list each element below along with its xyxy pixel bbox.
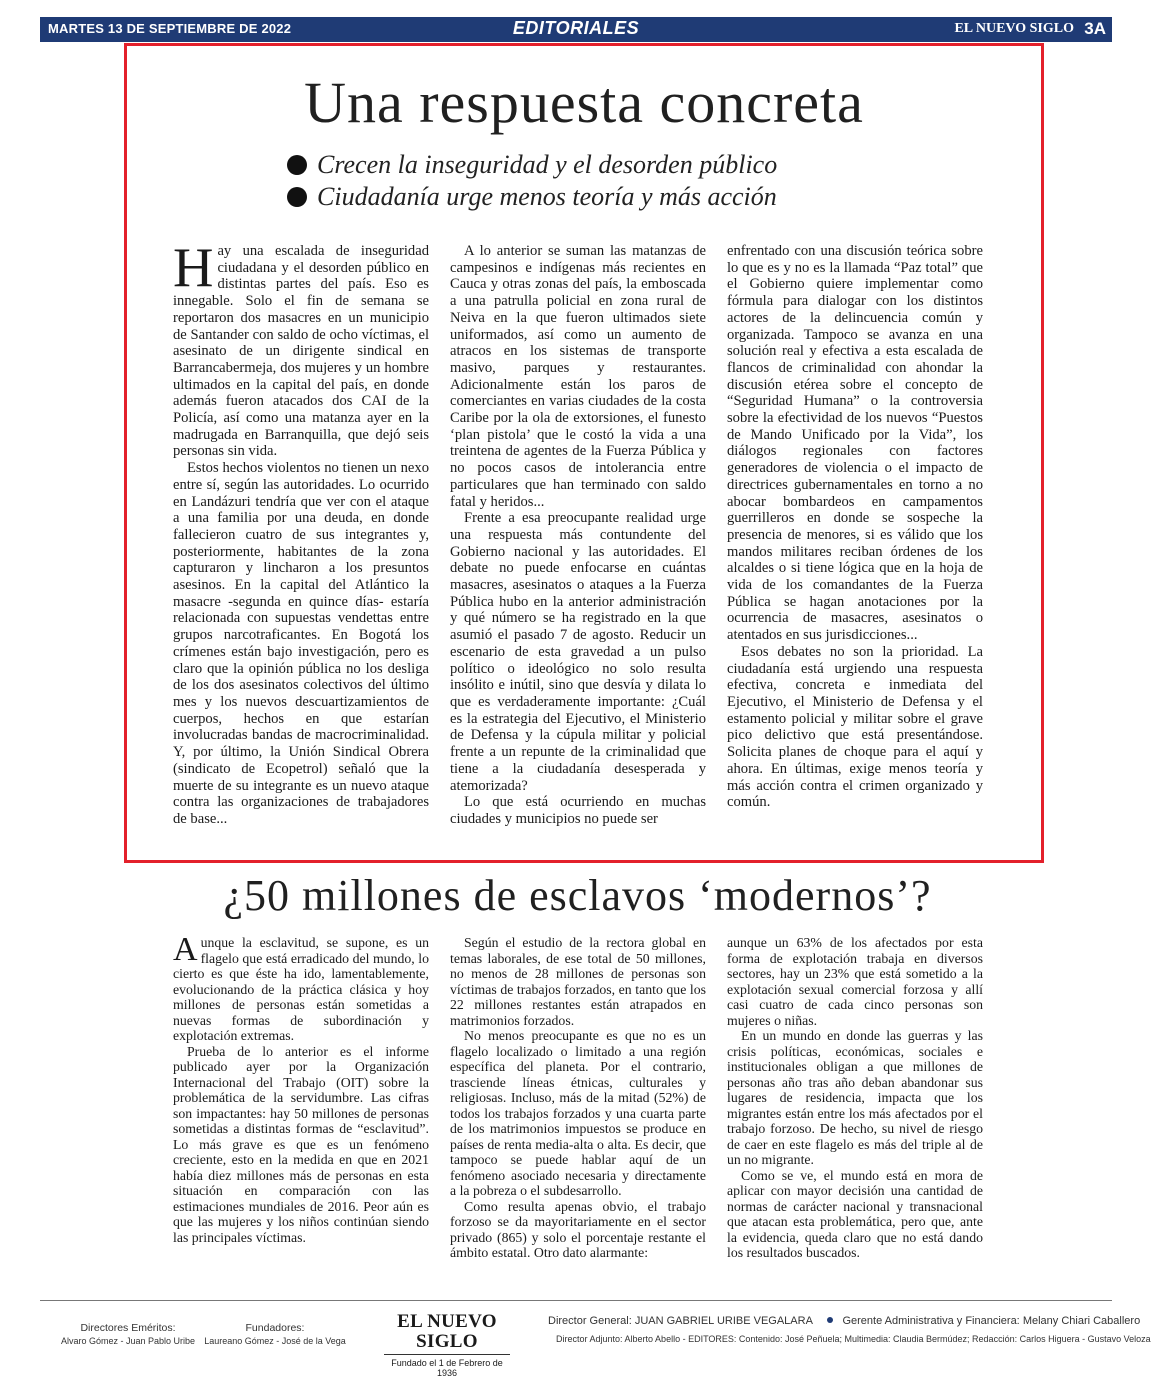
paragraph: A lo anterior se suman las matanzas de campesinos e indígenas más recientes en Cauca y otras zonas del país, la emboscada a una patrulla policial en zona rural de Neiva en la que fueron ultimados siete uniformados, así como un aumento de atracos en los sistemas de transporte masivo, parques y restaurantes. Adicionalmente están los paros de comerciantes en varias ciudades de la costa Caribe por la ola de extorsiones, el funesto ‘plan pistola’ que le costó la vida a una treintena de agentes de la Fuerza Pública y no pocos casos de intolerancia entre particulares que han terminado con saldo fatal y heridos... [450,243,706,510]
paragraph-text: unque la esclavitud, se supone, es un flagelo que está erradicado del mundo, lo cierto es que éste ha ido, lamentablemente, evolucionando de la práctica clásica y hoy millones de personas están sometidas a nuevas formas de subordinación y explotación extremas. [173,935,429,1043]
gerente-name: Melany Chiari Caballero [1022,1315,1141,1327]
drop-cap: H [173,237,214,299]
director-label: Director General: [548,1315,632,1327]
editorial-2-column-3 [727,935,983,1261]
bullet-icon [827,1317,833,1323]
paragraph: No menos preocupante es que no es un flagelo localizado o limitado a una región específica del planeta. Por el contrario, trasciende líneas étnicas, culturales y religiosas. Incluso, más de la mitad (52%) de todos los trabajos forzados y una cuarta parte de los matrimonios impuestos se produce en países de renta media-alta o alta. Es decir, que tampoco se puede hablar aquí de un fenómeno asociado necesaria y directamente a la pobreza o el subdesarrollo. [450,1028,706,1198]
page-number: 3A [1084,19,1106,38]
founded-note: Fundado el 1 de Febrero de 1936 [391,1358,503,1378]
editorial-highlights [287,149,777,213]
editorial-title [124,70,1044,136]
footer-emeritos [48,1322,208,1346]
paragraph: Como resulta apenas obvio, el trabajo forzoso se da mayoritariamente en el sector privado (865) y solo el porcentaje restante el ámbito estatal. Otro dato alarmante: [450,1198,706,1260]
editorial-title-text: Una respuesta concreta [304,70,864,135]
paragraph: Como se ve, el mundo está en mora de aplicar con mayor decisión una cantidad de normas de carácter nacional y transnacional que atacan esta problemática, pero que, ante la evidencia, queda claro que no está dando los resultados buscados. [727,1167,983,1260]
page-header-bar [40,17,1112,42]
emeritos-names: Alvaro Gómez - Juan Pablo Uribe [60,1336,196,1346]
editorial-column-1 [173,237,429,828]
footer-director-line [548,1315,1140,1327]
paragraph: Frente a esa preocupante realidad urge una respuesta más contundente del Gobierno nacional y las autoridades. El debate no puede enfocarse en cuántas masacres, asesinatos o ataques a la Fuerza Pública hubo en la anterior administración y qué número se ha registrado en la que asumió el pasado 7 de agosto. Reducir un escenario de esta gravedad a un pulso político o ideológico no solo resulta insólito e inútil, sino que desvía y dilata lo que es verdaderamente importante: ¿Cuál es la estrategia del Ejecutivo, el Ministerio de Defensa y la cúpula militar y policial frente a un repunte de la criminalidad que tiene a la ciudadanía desesperada y atemorizada? [450,510,706,794]
paragraph: aunque un 63% de los afectados por esta forma de explotación trabaja en diversos sectores, hay un 23% que está sometido a la explotación sexual comercial forzosa y allí casi cuatro de cada cinco personas son mujeres o niñas. [727,935,983,1028]
paragraph-text: ay una escalada de inseguridad ciudadana y el desorden público en distintas partes del país. Eso es innegable. Solo el fin de semana se reportaron dos masacres en un municipio de Santander con saldo de ocho víctimas, el asesinato de un dirigente sindical en Barrancabermeja, dos mujeres y un hombre ultimados en la capital del país, en donde además fueron atacados dos CAI de la Policía, así como una matanza ayer en la madrugada en Barranquilla, que dejó seis personas sin vida. [173,243,429,460]
highlight-item [287,181,777,213]
footer-divider [40,1300,1112,1301]
footer-fundadores [200,1322,350,1346]
logo-wordmark: EL NUEVO SIGLO [384,1312,510,1355]
director-name: JUAN GABRIEL URIBE VEGALARA [634,1315,813,1327]
fundadores-names: Laureano Gómez - José de la Vega [204,1336,346,1346]
fundadores-label: Fundadores: [245,1322,305,1334]
section-title: EDITORIALES [512,18,640,38]
editorial-2-column-2 [450,935,706,1261]
editorial-2-column-1 [173,931,429,1245]
highlight-text: Ciudadanía urge menos teoría y más acción [317,182,777,211]
paragraph: Esos debates no son la prioridad. La ciudadanía está urgiendo una respuesta efectiva, concreta e inmediata del Ejecutivo, el Ministerio de Defensa y el estamento policial y militar sobre el grave pico delictivo que está presentándose. Solicita planes de choque para el aquí y ahora. En últimas, exige menos teoría y más acción contra el crimen organizado y común. [727,643,983,811]
issue-date: MARTES 13 DE SEPTIEMBRE DE 2022 [48,21,292,36]
editorial-column-3 [727,243,983,811]
paragraph: Según el estudio de la rectora global en temas laborales, de ese total de 50 millones, no menos de 28 millones de personas son víctimas de trabajos forzados, en tanto que los 22 millones restantes están atrapados en matrimonios forzados. [450,935,706,1028]
paragraph: Prueba de lo anterior es el informe publicado ayer por la Organización Internacional del Trabajo (OIT) sobre la problemática de la servidumbre. Las cifras son impactantes: hay 50 millones de personas sometidas a distintas formas de “esclavitud”. Lo más grave es que es un fenómeno creciente, esto en la medida en que en 2021 había diez millones más de personas en esta situación en comparación con las estimaciones mundiales de 2016. Peor aún es que las mujeres y los niños continúan siendo las principales víctimas. [173,1043,429,1245]
paragraph: En un mundo en donde las guerras y las crisis políticas, económicas, sociales e institucionales obligan a que millones de personas año tras año deban abandonar sus lugares de residencia, impacta que los migrantes están entre los más afectados por el trabajo forzoso. De hecho, su nivel de riesgo de caer en este flagelo es más del triple al de un no migrante. [727,1028,983,1167]
highlight-text: Crecen la inseguridad y el desorden público [317,150,778,179]
drop-cap: A [173,931,198,968]
footer-logo [384,1312,510,1378]
emeritos-label: Directores Eméritos: [80,1322,176,1334]
gerente-label: Gerente Administrativa y Financiera: [842,1315,1020,1327]
paragraph: Lo que está ocurriendo en muchas ciudades y municipios no puede ser [450,794,706,827]
paragraph: Estos hechos violentos no tienen un nexo entre sí, según las autoridades. Lo ocurrido en Landázuri tendría que ver con el ataque a una familia por una deuda, en donde fallecieron cuatro de sus integrantes y, posteriormente, habitantes de la zona capturaron y lincharon a los presuntos asesinos. En la capital del Atlántico la masacre -segunda en quince días- estaría relacionada con supuestas vendettas entre grupos narcotraficantes. En Bogotá los crímenes están bajo investigación, pero es claro que la opinión pública no los desliga de los dos asesinatos colectivos del último mes y los nuevos descuartizamientos de cuerpos, hechos en que estarían involucradas bandas de macrocriminalidad. Y, por último, la Unión Sindical Obrera (sindicato de Ecopetrol) señaló que la muerte de su integrante es un nuevo ataque contra las organizaciones de trabajadores de base... [173,460,429,827]
editorial-2-title: ¿50 millones de esclavos ‘modernos’? [223,871,932,920]
paragraph [173,931,429,1044]
paragraph [173,237,429,460]
paragraph: enfrentado con una discusión teórica sobre lo que es y no es la llamada “Paz total” que el Gobierno quiere implementar como fórmula para dialogar con los distintos actores de la delincuencia común y organizada. Tampoco se avanza en una solución real y efectiva a esta escalada de flancos de criminalidad con ahondar la discusión etérea sobre el concepto de “Seguridad Humana” o la controversia sobre la efectividad de los nuevos “Puestos de Mando Unificado por la Vida”, los diálogos regionales con factores generadores de violencia o el impacto de directrices gubernamentales en torno a no abocar bombardeos en campamentos guerrilleros en donde se sospeche la presencia de menores, si es válido que los mandos militares reciban órdenes de los alcaldes o si tiene lógica que en la hoja de vida de los comandantes de la Fuerza Pública se hagan anotaciones por la ocurrencia de masacres, asesinatos o atentados en sus jurisdicciones... [727,243,983,644]
highlight-item [287,149,777,181]
bullet-icon [287,187,307,207]
bullet-icon [287,155,307,175]
newspaper-brand: EL NUEVO SIGLO [954,21,1074,36]
footer-staff-line: Director Adjunto: Alberto Abello - EDITORES: Contenido: José Peñuela; Multimedia: Claudia Bermúdez; Redacción: Carlos Higuera - Gustavo Veloza [556,1334,1151,1344]
editorial-column-2 [450,243,706,828]
